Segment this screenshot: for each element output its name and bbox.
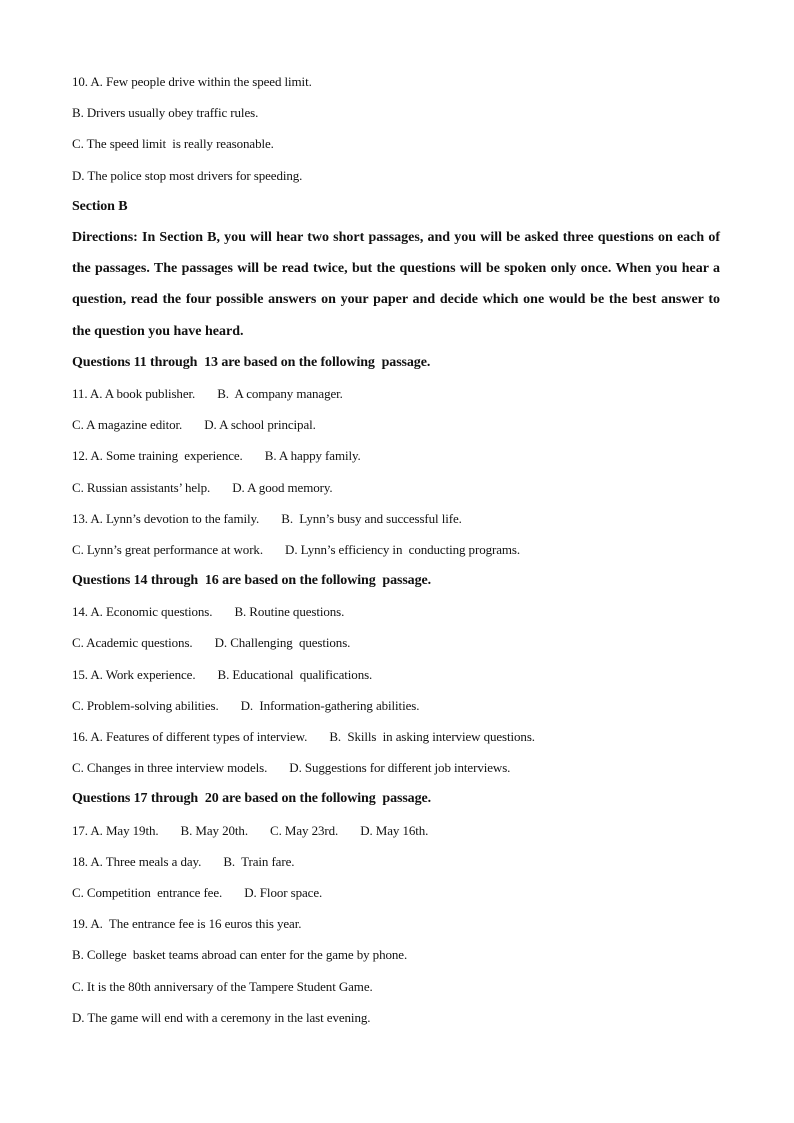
q18-line-1: 18. A. Three meals a day. B. Train fare. — [72, 853, 295, 869]
group2-heading: Questions 14 through 16 are based on the following passage. — [72, 573, 431, 589]
q12-line-1: 12. A. Some training experience. B. A happy family. — [72, 448, 361, 464]
section-b-directions: Directions: In Section B, you will hear two short passages, and you will be asked three questions on each of the passages. The passages will be read twice, but the questions will be spoken only once. When you hear a question, read the four possible answers on your paper and decide which one would be the best answer to the question you have heard. — [72, 229, 720, 339]
q16-line-1: 16. A. Features of different types of interview. B. Skills in asking interview questions. — [72, 729, 535, 744]
q12-line-2: C. Russian assistants’ help. D. A good memory. — [72, 479, 333, 495]
q15-line-2: C. Problem-solving abilities. D. Information-gathering abilities. — [72, 697, 420, 713]
q13-line-1: 13. A. Lynn’s devotion to the family. B. Lynn’s busy and successful life. — [72, 510, 462, 526]
q16-line-2: C. Changes in three interview models. D. Suggestions for different job interviews. — [72, 760, 511, 776]
q13-line-2: C. Lynn’s great performance at work. D. Lynn’s efficiency in conducting programs. — [72, 541, 521, 557]
group3-heading: Questions 17 through 20 are based on the following passage. — [72, 791, 431, 807]
q10-option-d: D. The police stop most drivers for speeding. — [72, 167, 303, 183]
group1-heading: Questions 11 through 13 are based on the following passage. — [72, 354, 431, 370]
q19-option-d: D. The game will end with a ceremony in the last evening. — [72, 1009, 371, 1025]
q15-line-1: 15. A. Work experience. B. Educational qualifications. — [72, 666, 373, 682]
q19-option-a: 19. A. The entrance fee is 16 euros this year. — [72, 916, 302, 932]
q11-line-2: C. A magazine editor. D. A school principal. — [72, 417, 316, 433]
q19-option-b: B. College basket teams abroad can enter for the game by phone. — [72, 947, 408, 963]
q14-line-1: 14. A. Economic questions. B. Routine questions. — [72, 604, 345, 620]
exam-page — [72, 66, 722, 1033]
section-b-title: Section B — [72, 198, 128, 214]
q17-line: 17. A. May 19th. B. May 20th. C. May 23rd. D. May 16th. — [72, 822, 429, 838]
q10-option-c: C. The speed limit is really reasonable. — [72, 136, 274, 152]
q19-option-c: C. It is the 80th anniversary of the Tampere Student Game. — [72, 978, 373, 994]
q10-option-a: 10. A. Few people drive within the speed limit. — [72, 74, 312, 89]
q14-line-2: C. Academic questions. D. Challenging questions. — [72, 635, 351, 651]
q10-option-b: B. Drivers usually obey traffic rules. — [72, 105, 259, 121]
q11-line-1: 11. A. A book publisher. B. A company manager. — [72, 385, 343, 401]
q18-line-2: C. Competition entrance fee. D. Floor space. — [72, 884, 323, 900]
